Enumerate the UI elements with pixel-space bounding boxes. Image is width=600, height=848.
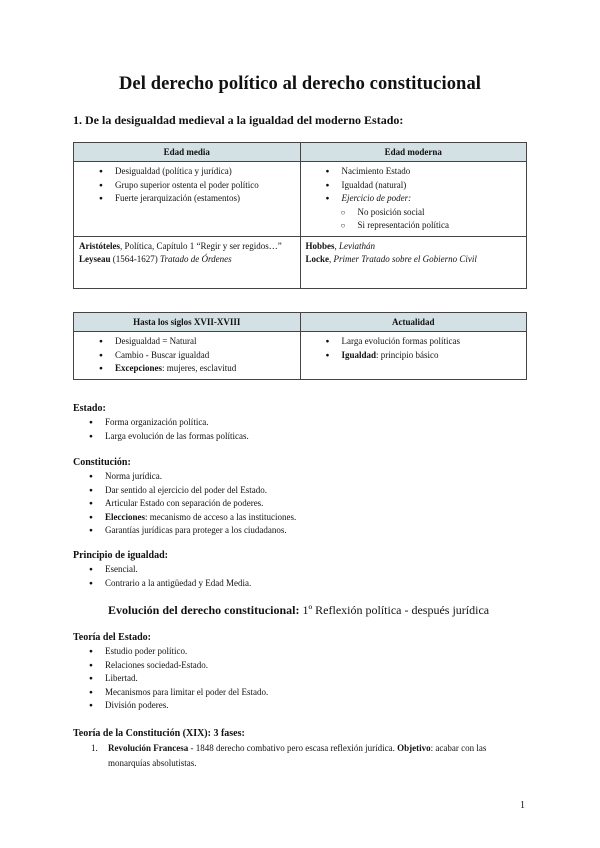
list-item: ● Garantías jurídicas para proteger a los ciudadanos. <box>105 524 527 538</box>
list-item: ● Igualdad (natural) <box>342 179 522 193</box>
estado-heading: Estado: <box>73 403 106 414</box>
constitucion-heading: Constitución: <box>73 457 131 468</box>
section-heading-1: 1. De la desigualdad medieval a la igualdad del moderno Estado: <box>73 113 404 127</box>
list-item: ● División poderes. <box>105 699 527 713</box>
list-item: ● Nacimiento Estado <box>342 165 522 179</box>
list-item: ● Fuerte jerarquización (estamentos) <box>115 192 295 206</box>
list-item: ● Esencial. <box>105 563 527 577</box>
list-item: ● Estudio poder político. <box>105 645 527 659</box>
teoria-constitucion-section <box>73 727 527 771</box>
list-item: ● Contrario a la antigüedad y Edad Media. <box>105 577 527 591</box>
list-item: ● Grupo superior ostenta el poder político <box>115 179 295 193</box>
list-item: ● Mecanismos para limitar el poder del Estado. <box>105 686 527 700</box>
teoria-estado-heading: Teoría del Estado: <box>73 632 151 643</box>
table1-cell-medieval <box>74 162 301 237</box>
list-item: ● Forma organización política. <box>105 416 527 430</box>
page-number: 1 <box>520 800 525 811</box>
igualdad-section <box>73 549 527 590</box>
table2-cell-actual <box>300 332 527 380</box>
list-item: ● Articular Estado con separación de poderes. <box>105 497 527 511</box>
table1-header-right: Edad moderna <box>300 143 527 162</box>
list-item: ● Relaciones sociedad-Estado. <box>105 659 527 673</box>
list-item: ● Excepciones: mujeres, esclavitud <box>115 362 295 376</box>
list-item: ● Larga evolución de las formas políticas. <box>105 430 527 444</box>
list-item: ● Libertad. <box>105 672 527 686</box>
table2-header-right: Actualidad <box>300 313 527 332</box>
table2-header-left: Hasta los siglos XVII-XVIII <box>74 313 301 332</box>
numbered-item: 1. Revolución Francesa - 1848 derecho combativo pero escasa reflexión jurídica. Objetivo: acabar con las monarquías absolutistas. <box>108 741 527 771</box>
list-item: ● Igualdad: principio básico <box>342 349 522 363</box>
list-item: ● Norma jurídica. <box>105 470 527 484</box>
list-item: ● Desigualdad (política y jurídica) <box>115 165 295 179</box>
list-item: ● Ejercicio de poder: <box>342 192 522 206</box>
table1-ref-medieval: Aristóteles, Política, Capítulo 1 “Regir y ser regidos…” Leyseau (1564-1627) Tratado de Órdenes <box>74 236 301 288</box>
table1-header-left: Edad media <box>74 143 301 162</box>
table2-cell-historic <box>74 332 301 380</box>
list-item: ● Elecciones: mecanismo de acceso a las instituciones. <box>105 511 527 525</box>
table1-ref-moderna: Hobbes, Leviathán Locke, Primer Tratado sobre el Gobierno Civil <box>300 236 527 288</box>
table1-cell-moderna <box>300 162 527 237</box>
constitucion-section <box>73 456 527 538</box>
sub-list-item: ○ No posición social <box>358 206 522 220</box>
igualdad-heading: Principio de igualdad: <box>73 550 169 561</box>
list-item: ● Cambio - Buscar igualdad <box>115 349 295 363</box>
teoria-constitucion-heading: Teoría de la Constitución (XIX): 3 fases: <box>73 728 245 739</box>
list-item: ● Larga evolución formas políticas <box>342 335 522 349</box>
estado-section <box>73 402 527 443</box>
list-item: ● Desigualdad = Natural <box>115 335 295 349</box>
comparison-table-2 <box>73 312 527 380</box>
sub-list-item: ○ Si representación política <box>358 219 522 233</box>
page-title: Del derecho político al derecho constitucional <box>118 74 482 94</box>
evolucion-heading: Evolución del derecho constitucional: 1º Reflexión política - después jurídica <box>108 603 490 617</box>
teoria-estado-section <box>73 631 527 713</box>
list-item: ● Dar sentido al ejercicio del poder del Estado. <box>105 484 527 498</box>
comparison-table-1 <box>73 142 527 289</box>
